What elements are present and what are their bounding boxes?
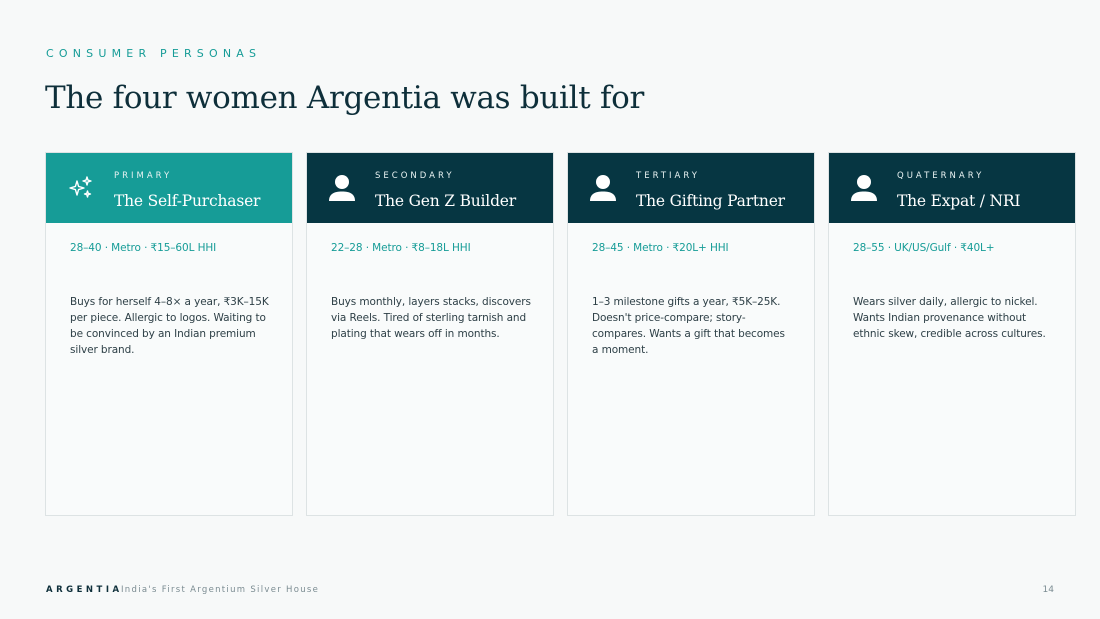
page-number: 14 xyxy=(1042,585,1054,595)
persona-rank: QUATERNARY xyxy=(897,170,985,181)
persona-demographics: 22–28 · Metro · ₹8–18L HHI xyxy=(331,242,471,254)
persona-demographics: 28–45 · Metro · ₹20L+ HHI xyxy=(592,242,729,254)
persona-card-primary xyxy=(45,152,293,516)
persona-description: Buys for herself 4–8× a year, ₹3K–15K per piece. Allergic to logos. Waiting to be convinced by an Indian premium silver brand. xyxy=(70,296,269,356)
persona-description: Buys monthly, layers stacks, discovers via Reels. Tired of sterling tarnish and plating that wears off in months. xyxy=(331,296,531,340)
persona-demographics: 28–55 · UK/US/Gulf · ₹40L+ xyxy=(853,242,995,254)
person-icon xyxy=(851,173,877,203)
persona-description: Wears silver daily, allergic to nickel. Wants Indian provenance without ethnic skew, credible across cultures. xyxy=(853,296,1046,340)
persona-demographics: 28–40 · Metro · ₹15–60L HHI xyxy=(70,242,217,254)
footer-tagline: · India's First Argentium Silver House xyxy=(113,585,320,595)
persona-name: The Gifting Partner xyxy=(636,191,785,210)
persona-card-header xyxy=(46,153,292,223)
persona-card-header xyxy=(307,153,553,223)
persona-name: The Self-Purchaser xyxy=(114,191,261,210)
persona-description: 1–3 milestone gifts a year, ₹5K–25K. Doesn't price-compare; story-compares. Wants a gift that becomes a moment. xyxy=(592,296,785,356)
persona-card-secondary xyxy=(306,152,554,516)
persona-card-tertiary xyxy=(567,152,815,516)
person-icon xyxy=(590,173,616,203)
persona-name: The Expat / NRI xyxy=(897,191,1021,210)
persona-cards xyxy=(45,152,1076,516)
footer-brand: ARGENTIA xyxy=(46,585,123,595)
section-eyebrow: CONSUMER PERSONAS xyxy=(46,47,262,60)
persona-name: The Gen Z Builder xyxy=(375,191,516,210)
persona-card-header xyxy=(829,153,1075,223)
sparkles-icon xyxy=(68,173,94,203)
persona-rank: TERTIARY xyxy=(636,170,700,181)
page-title: The four women Argentia was built for xyxy=(45,80,645,116)
persona-rank: PRIMARY xyxy=(114,170,173,181)
persona-card-quaternary xyxy=(828,152,1076,516)
persona-rank: SECONDARY xyxy=(375,170,455,181)
persona-card-header xyxy=(568,153,814,223)
person-icon xyxy=(329,173,355,203)
